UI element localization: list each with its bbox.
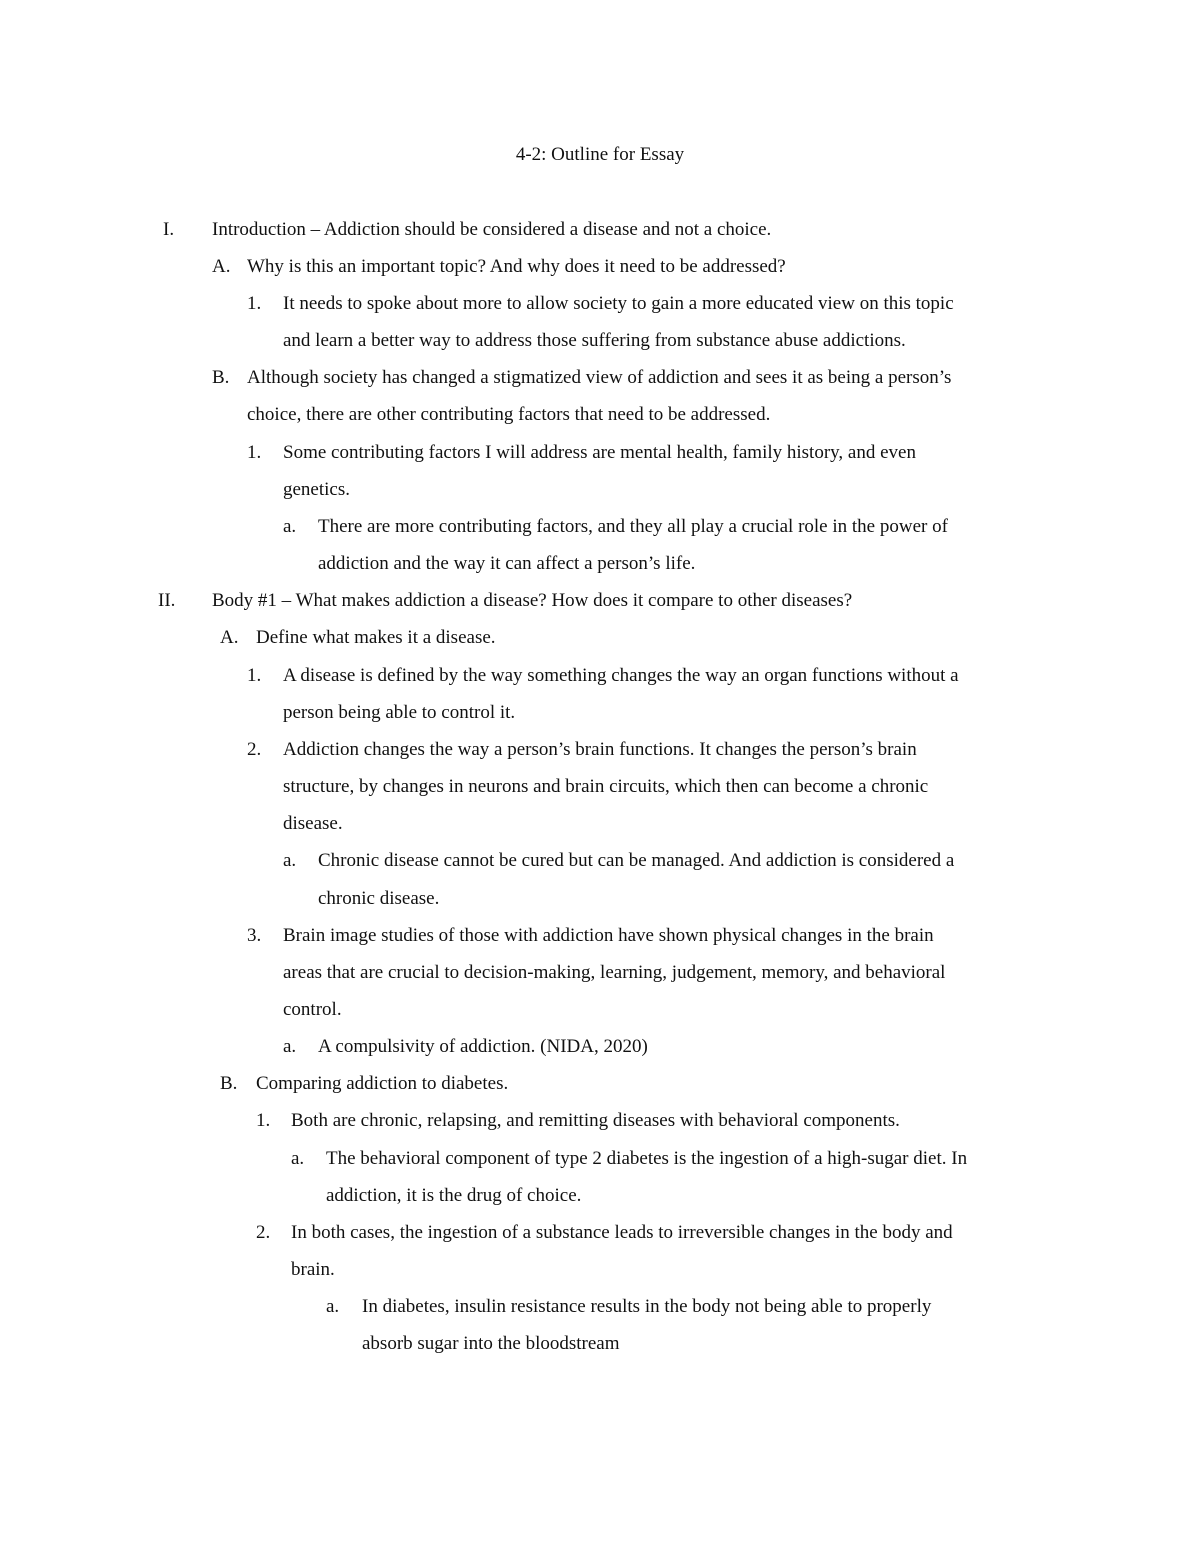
outline-item-I-B-1-a-line1: There are more contributing factors, and they all play a crucial role in the power of xyxy=(318,516,948,537)
outline-item-I-B-line2: choice, there are other contributing factors that need to be addressed. xyxy=(247,404,771,425)
outline-item-II-B-2-line1: In both cases, the ingestion of a substance leads to irreversible changes in the body and xyxy=(291,1222,953,1243)
outline-marker-I-B-1: 1. xyxy=(247,442,262,463)
outline-item-II-A-1-line1: A disease is defined by the way something changes the way an organ functions without a xyxy=(283,665,959,686)
outline-item-II-A-2-a-line2: chronic disease. xyxy=(318,888,440,909)
outline-item-II-B-text: Comparing addiction to diabetes. xyxy=(256,1073,509,1094)
outline-item-II-B-1-a-line2: addiction, it is the drug of choice. xyxy=(326,1185,582,1206)
outline-marker-II-A-2: 2. xyxy=(247,739,262,760)
outline-item-II-A-2-line3: disease. xyxy=(283,813,343,834)
outline-section-II-text: Body #1 – What makes addiction a disease? How does it compare to other diseases? xyxy=(212,590,853,611)
outline-item-II-B-2-a-line2: absorb sugar into the bloodstream xyxy=(362,1333,620,1354)
outline-marker-I-B: B. xyxy=(212,367,230,388)
outline-item-I-B-line1: Although society has changed a stigmatized view of addiction and sees it as being a person’s xyxy=(247,367,952,388)
outline-marker-II-B-1-a: a. xyxy=(291,1148,305,1169)
outline-item-II-A-3-a-line1: A compulsivity of addiction. (NIDA, 2020) xyxy=(318,1036,648,1057)
document-title: 4-2: Outline for Essay xyxy=(515,144,685,165)
outline-item-I-B-1-a-line2: addiction and the way it can affect a person’s life. xyxy=(318,553,696,574)
outline-item-II-A-2-line2: structure, by changes in neurons and brain circuits, which then can become a chronic xyxy=(283,776,929,797)
outline-marker-II-A-2-a: a. xyxy=(283,850,297,871)
outline-item-II-A-2-line1: Addiction changes the way a person’s brain functions. It changes the person’s brain xyxy=(283,739,917,760)
outline-item-I-A-1-line1: It needs to spoke about more to allow society to gain a more educated view on this topic xyxy=(283,293,954,314)
outline-item-I-B-1-line1: Some contributing factors I will address are mental health, family history, and even xyxy=(283,442,916,463)
outline-marker-I-B-1-a: a. xyxy=(283,516,297,537)
outline-item-I-B-1-line2: genetics. xyxy=(283,479,351,500)
outline-item-II-A-1-line2: person being able to control it. xyxy=(283,702,516,723)
outline-item-II-A-text: Define what makes it a disease. xyxy=(256,627,496,648)
outline-item-II-A-2-a-line1: Chronic disease cannot be cured but can be managed. And addiction is considered a xyxy=(318,850,955,871)
outline-marker-II-A-3-a: a. xyxy=(283,1036,297,1057)
outline-item-I-A-text: Why is this an important topic? And why does it need to be addressed? xyxy=(247,256,786,277)
outline-marker-II-B: B. xyxy=(220,1073,238,1094)
outline-item-II-A-3-line2: areas that are crucial to decision-making, learning, judgement, memory, and behavioral xyxy=(283,962,946,983)
outline-item-II-B-1-line1: Both are chronic, relapsing, and remitting diseases with behavioral components. xyxy=(291,1110,900,1131)
outline-item-II-A-3-line3: control. xyxy=(283,999,342,1020)
outline-marker-II-B-1: 1. xyxy=(256,1110,271,1131)
outline-marker-I-A: A. xyxy=(212,256,231,277)
outline-marker-II-A: A. xyxy=(220,627,239,648)
outline-marker-II-B-2-a: a. xyxy=(326,1296,340,1317)
outline-section-I-text: Introduction – Addiction should be considered a disease and not a choice. xyxy=(212,219,772,240)
outline-item-II-A-3-line1: Brain image studies of those with addiction have shown physical changes in the brain xyxy=(283,925,934,946)
outline-marker-II-A-1: 1. xyxy=(247,665,262,686)
outline-marker-I: I. xyxy=(163,219,175,240)
outline-item-II-B-1-a-line1: The behavioral component of type 2 diabetes is the ingestion of a high-sugar diet. In xyxy=(326,1148,968,1169)
outline-item-I-A-1-line2: and learn a better way to address those suffering from substance abuse addictions. xyxy=(283,330,906,351)
outline-item-II-B-2-a-line1: In diabetes, insulin resistance results in the body not being able to properly xyxy=(362,1296,932,1317)
outline-marker-II: II. xyxy=(158,590,176,611)
outline-marker-I-A-1: 1. xyxy=(247,293,262,314)
outline-marker-II-A-3: 3. xyxy=(247,925,262,946)
outline-item-II-B-2-line2: brain. xyxy=(291,1259,335,1280)
outline-marker-II-B-2: 2. xyxy=(256,1222,271,1243)
